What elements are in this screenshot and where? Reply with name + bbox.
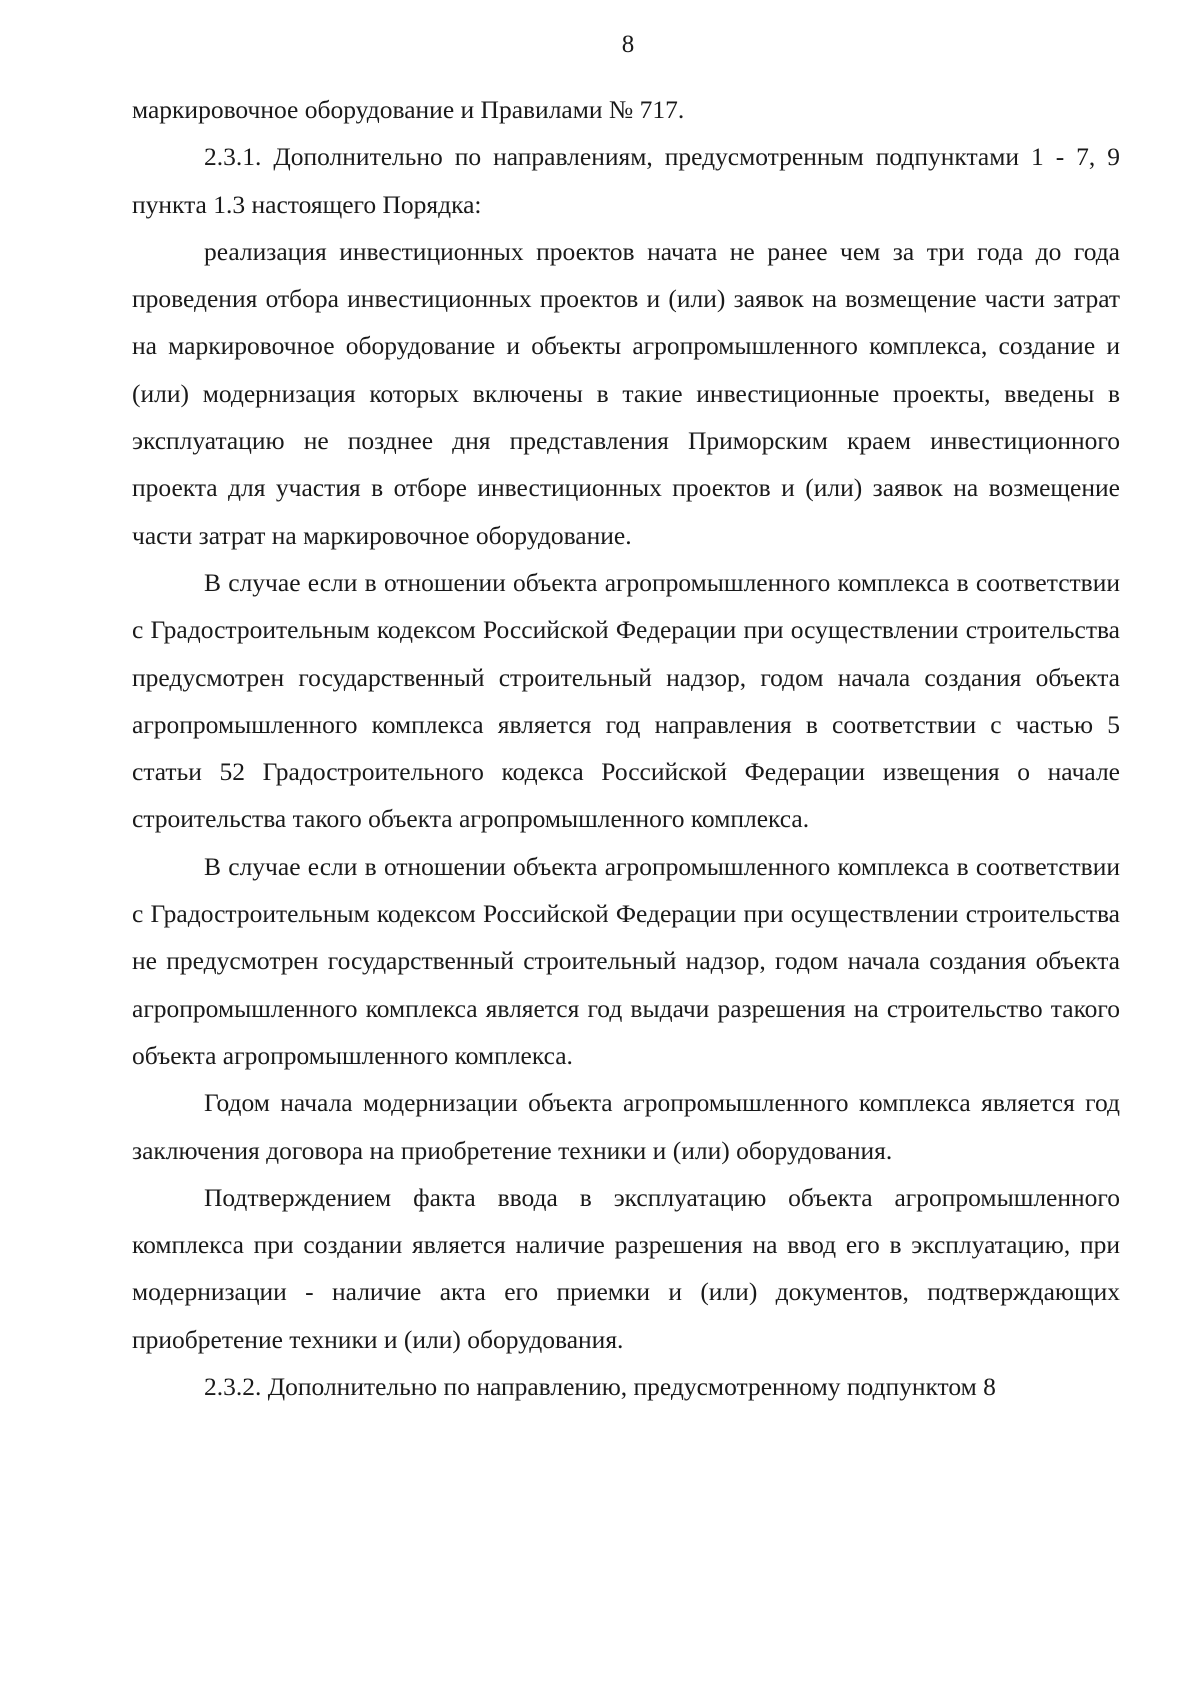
document-body <box>132 86 1120 1410</box>
paragraph-continuation: маркировочное оборудование и Правилами № 717. <box>132 95 685 124</box>
page-number: 8 <box>621 31 635 58</box>
paragraph-investment-projects: реализация инвестиционных проектов начата не ранее чем за три года до года проведения отбора инвестиционных проектов и (или) заявок на возмещение части затрат на маркировочное оборудование и объекты агропромышленного комплекса, создание и (или) модернизация которых включены в такие инвестиционные проекты, введены в эксплуатацию не позднее дня представления Приморским краем инвестиционного проекта для участия в отборе инвестиционных проектов и (или) заявок на возмещение части затрат на маркировочное оборудование. <box>132 236 1120 550</box>
paragraph-modernization-year: Годом начала модернизации объекта агропромышленного комплекса является год заключения договора на приобретение техники и (или) оборудования. <box>132 1088 1120 1165</box>
paragraph-commissioning-confirmation: Подтверждением факта ввода в эксплуатацию объекта агропромышленного комплекса при создании является наличие разрешения на ввод его в эксплуатацию, при модернизации - наличие акта его приемки и (или) документов, подтверждающих приобретение техники и (или) оборудования. <box>132 1182 1120 1354</box>
paragraph-2-3-1: 2.3.1. Дополнительно по направлениям, предусмотренным подпунктами 1 - 7, 9 пункта 1.3 настоящего Порядка: <box>132 142 1120 219</box>
paragraph-2-3-2: 2.3.2. Дополнительно по направлению, предусмотренному подпунктом 8 <box>204 1372 996 1402</box>
paragraph-no-state-supervision: В случае если в отношении объекта агропромышленного комплекса в соответствии с Градостроительным кодексом Российской Федерации при осуществлении строительства не предусмотрен государственный строительный надзор, годом начала создания объекта агропромышленного комплекса является год выдачи разрешения на строительство такого объекта агропромышленного комплекса. <box>132 851 1120 1070</box>
paragraph-state-supervision: В случае если в отношении объекта агропромышленного комплекса в соответствии с Градостроительным кодексом Российской Федерации при осуществлении строительства предусмотрен государственный строительный надзор, годом начала создания объекта агропромышленного комплекса является год направления в соответствии с частью 5 статьи 52 Градостроительного кодекса Российской Федерации извещения о начале строительства такого объекта агропромышленного комплекса. <box>132 567 1120 834</box>
